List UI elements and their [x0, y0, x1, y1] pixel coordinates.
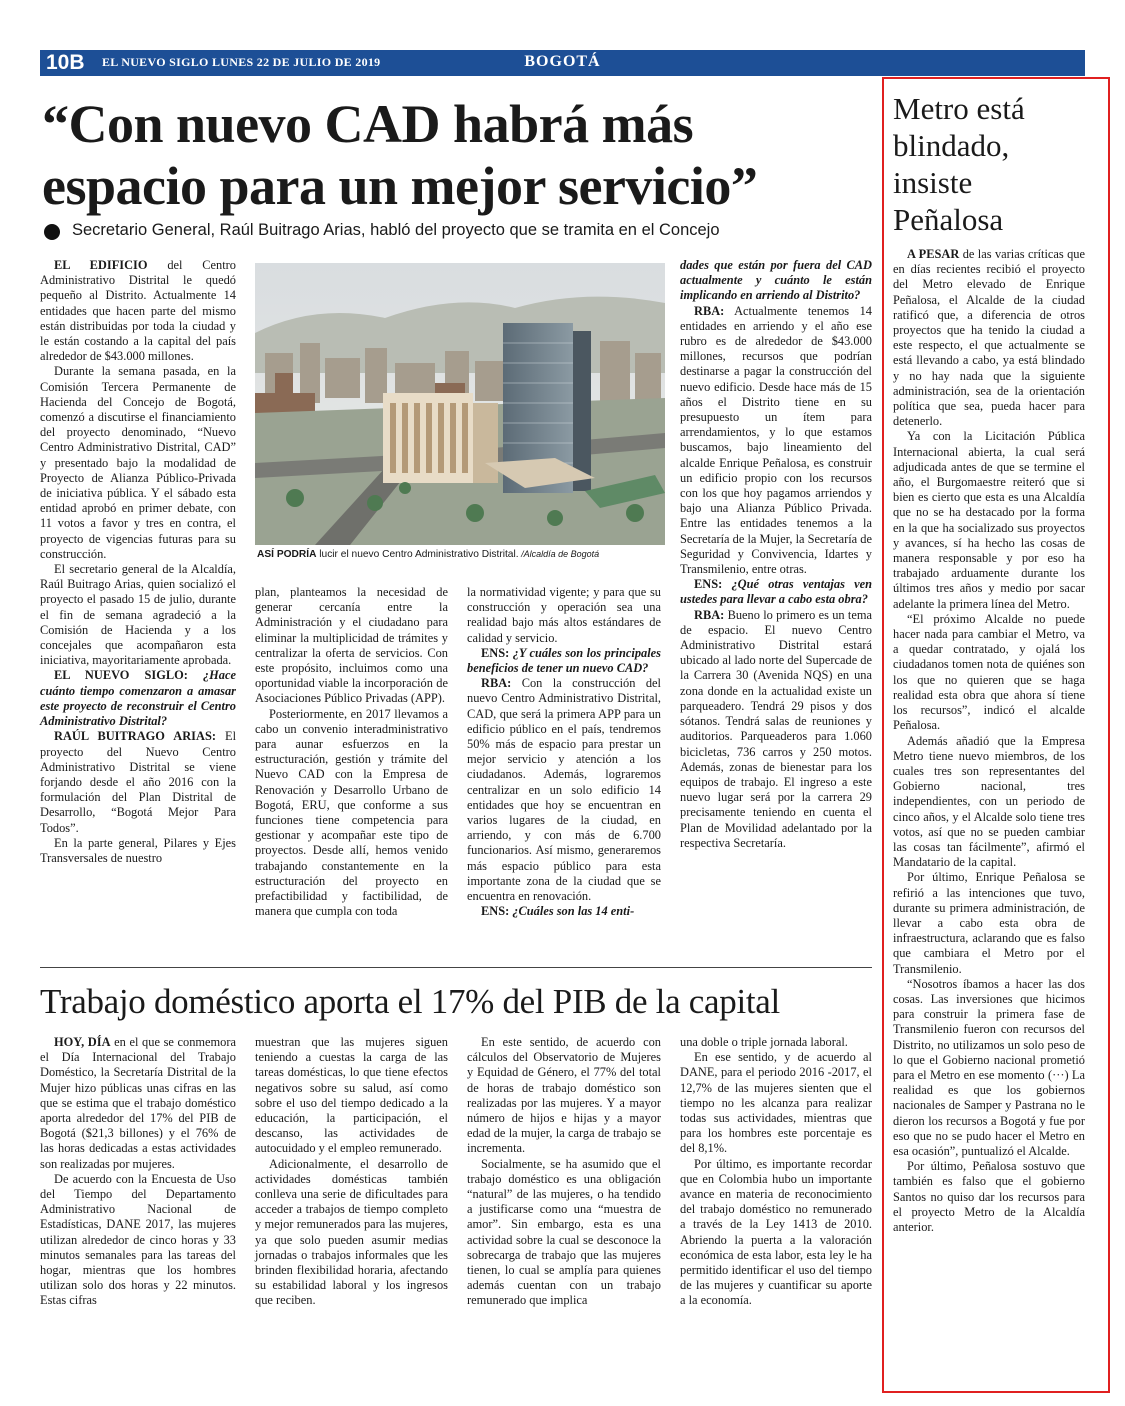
main-column-3 [467, 585, 661, 919]
paragraph-lead: HOY, DÍA [54, 1035, 111, 1049]
paragraph-text: El proyecto del Nuevo Centro Administrativo Distrital se viene forjando desde el año 2016 con la formulación del Plan Distrital de Desarrollo, “Bogotá Mejor Para Todos”. [40, 729, 237, 835]
article-paragraph [680, 304, 872, 578]
paragraph-lead: EL EDIFICIO [54, 258, 148, 272]
article-paragraph [40, 1035, 236, 1172]
main-headline-line1: “Con nuevo CAD habrá más [42, 94, 694, 154]
paragraph-text: Durante la semana pasada, en la Comisión Tercera Permanente de Hacienda del Concejo de Bogotá, comenzó a discutirse el financiamiento del proyecto denominado, “Nuevo Centro Administrativo Distrital, CAD” y presentado bajo la modalidad de Proyecto de Alianza Público-Privada de iniciativa pública. Y el sábado esta entidad aprobó en primer debate, con 11 votos a favor y tres en contra, el proyecto de vigencias futuras para su construcción. [40, 364, 236, 561]
second-column-1 [40, 1035, 236, 1309]
interviewer-label: ENS: [481, 645, 510, 660]
article-paragraph [893, 247, 1085, 429]
main-headline-line2: espacio para un mejor servicio” [42, 156, 758, 216]
paragraph-text: Posteriormente, en 2017 llevamos a cabo un convenio interadministrativo para aunar esfuerzos en la estructuración, gestión y trámite del Nuevo CAD con la Empresa de Renovación y Desarrollo Urbano de Bogotá, ERU, que conforme a sus funciones tiene competencia para gestionar y acompañar este tipo de proyectos. Desde allí, hemos venido trabajando constantemente en la estructuración del proyecto en prefactibilidad y factibilidad, de manera que cumpla con toda [255, 706, 448, 919]
sidebar-title [893, 90, 1098, 238]
paragraph-text: Ya con la Licitación Pública Internacional abierta, la cual será adjudicada antes de que se termine el año, el Burgomaestre reiteró que si bien es cierto que esta es una Alcaldía que no se ha destacado por la forma en la que ha socializado sus proyectos y avances, sí ha hecho las cosas de manera responsable y por eso ha trabajado arduamente durante los últimos tres años y medio por sacar adelante la primera línea del Metro. [893, 429, 1085, 611]
article-paragraph [467, 904, 661, 919]
cad-rendering-photo [255, 263, 665, 545]
article-paragraph [893, 429, 1085, 611]
article-paragraph [893, 612, 1085, 734]
main-column-2 [255, 585, 448, 919]
paragraph-text: muestran que las mujeres siguen teniendo a cuestas la carga de las tareas domésticas, lo que tiene efectos negativos sobre su salud, así como sobre el uso del tiempo dedicado a la educación, la participación, el descanso, las actividades de autocuidado y el empleo remunerado. [255, 1035, 448, 1156]
city-illustration [255, 263, 665, 545]
article-paragraph [40, 668, 236, 729]
paragraph-text: del Centro Administrativo Distrital le quedó pequeño al Distrito. Actualmente 14 entidades que hacen parte del mismo están distribuidas por toda la ciudad y le están costando a la capital del país alrededor de $43.000 millones. [40, 258, 236, 364]
page-number: 10B [46, 51, 85, 74]
main-subhead: Secretario General, Raúl Buitrago Arias, habló del proyecto que se tramita en el Concejo [72, 221, 720, 239]
sidebar-title-line: blindado, [893, 128, 1010, 163]
article-paragraph [40, 1172, 236, 1309]
paragraph-text: Con la construcción del nuevo Centro Administrativo Distrital, CAD, que será la primera APP para un edificio público en el país, tendremos 50% más de espacio para prestar un mejor servicio y atención a los ciudadanos. Además, lograremos centralizar en un solo edificio 14 entidades que hoy se encuentran en varios lugares de la ciudad, en arriendo, y con más de 6.700 funcionarios. Así mismo, generaremos más espacio público para esta importante zona de la ciudad que se encuentra en renovación. [467, 676, 661, 904]
paragraph-text: Actualmente tenemos 14 entidades en arriendo y el año ese rubro es de alrededor de $43.000 millones, recursos que podrían destinarse a pagar la construcción del nuevo edificio. Desde hace más de 15 años el Distrito tiene en su presupuesto un ítem para arrendamientos, y lo que estamos buscamos, bajo lineamiento del alcalde Enrique Peñalosa, es construir un edificio propio con los recursos con los que hoy pagamos arriendos y bajo una Alianza Público Privada. Entre las entidades tenemos a la Secretaría de la Mujer, la Secretaría de Seguridad y Convivencia, Idartes y Transmilenio, entre otras. [680, 303, 872, 577]
interview-question: ¿Cuáles son las 14 enti- [509, 904, 635, 919]
paragraph-text: En este sentido, de acuerdo con cálculos del Observatorio de Mujeres y Equidad de Género, el 77% del total de horas de trabajo doméstico son realizadas por las mujeres. Y a mayor número de hijos e hijas y a mayor edad de la mujer, la carga de trabajo se incrementa. [467, 1035, 661, 1156]
paragraph-text: Por último, Enrique Peñalosa se refirió a las intenciones que tuvo, durante su primera administración, de llevar a cabo esta obra de infraestructura, aclarando que es falso que cambiara el Metro por el Transmilenio. [893, 870, 1085, 976]
second-column-2 [255, 1035, 448, 1309]
paragraph-lead: RBA: [694, 303, 725, 318]
sidebar-title-line: insiste [893, 165, 973, 200]
paragraph-lead: RBA: [481, 676, 512, 691]
paragraph-text: Adicionalmente, el desarrollo de actividades domésticas también conlleva una serie de dificultades para acceder a trabajos de tiempo completo y mejor remunerados para las mujeres, ya que solo pueden asumir medias jornadas o trabajos informales que les brinden flexibilidad horaria, afectando su estabilidad laboral y los ingresos que reciben. [255, 1156, 448, 1308]
paragraph-text: en el que se conmemora el Día Internacional del Trabajo Doméstico, la Secretaría Distrital de la Mujer hizo públicas unas cifras en las que se estima que el trabajo doméstico aporta alrededor del 17% del PIB de Bogotá ($21,3 billones) y el 76% de las horas dedicadas a estas actividades son realizadas por mujeres. [40, 1035, 236, 1171]
article-paragraph [893, 977, 1085, 1159]
story-divider [40, 967, 872, 968]
paragraph-text: Además añadió que la Empresa Metro tiene nuevo miembros, de los cuales tres son representantes del Gobierno nacional, tres independientes, con un periodo de cinco años, y el Alcalde solo tiene tres votos, así que no se pueden cambiar las cosas tan fácilmente”, afirmó el Mandatario de la capital. [893, 733, 1085, 870]
paragraph-text: la normatividad vigente; y para que su construcción y operación sea una realidad bajo más altos estándares de calidad y servicio. [467, 585, 661, 645]
publication-line: EL NUEVO SIGLO LUNES 22 DE JULIO DE 2019 [102, 55, 381, 69]
article-paragraph [680, 1050, 872, 1156]
article-paragraph [680, 1157, 872, 1309]
article-paragraph [680, 608, 872, 851]
article-paragraph [40, 258, 236, 364]
section-header-bar [40, 50, 1085, 76]
paragraph-text: El secretario general de la Alcaldía, Raúl Buitrago Arias, quien socializó el proyecto el pasado 15 de julio, durante el fin de semana agradeció a la Comisión de Hacienda y a los concejales que acompañaron esta iniciativa, mayoritariamente aprobada. [40, 562, 236, 668]
second-column-4 [680, 1035, 872, 1309]
sidebar-title-line: Peñalosa [893, 202, 1004, 237]
paragraph-text: Bueno lo primero es un tema de espacio. El nuevo Centro Administrativo Distrital estará ubicado al lado norte del Supercade de la Carrera 30 (Avenida NQS) en una zona donde en la actualidad existe un parqueadero. Tendrá 29 pisos y dos sótanos. Tendrá salas de reuniones y auditorios. Parqueaderos para 1.060 bicicletas, 736 carros y 250 motos. Además, zonas de bienestar para los equipos de trabajo. El ingreso a este nuevo lugar será por la carrera 29 precisamente teniendo en cuenta el Plan de Movilidad adelantado por la respectiva Secretaría. [680, 607, 872, 850]
article-paragraph [40, 364, 236, 562]
photo-caption-lead: ASÍ PODRÍA [257, 549, 317, 560]
main-column-1 [40, 258, 236, 866]
main-headline [42, 93, 872, 217]
article-paragraph [893, 1159, 1085, 1235]
article-paragraph [467, 646, 661, 676]
article-paragraph [467, 1157, 661, 1309]
article-paragraph [467, 1035, 661, 1157]
bullet-icon [44, 224, 60, 240]
interview-question: ¿Qué otras ventajas ven ustedes para llevar a cabo esta obra? [680, 577, 872, 607]
section-name: BOGOTÁ [524, 53, 601, 70]
paragraph-text: En la parte general, Pilares y Ejes Transversales de nuestro [40, 835, 236, 865]
article-paragraph [680, 577, 872, 607]
photo-caption [257, 549, 667, 560]
article-paragraph [893, 734, 1085, 871]
interviewer-label: EL NUEVO SIGLO: [54, 668, 188, 683]
article-paragraph [40, 836, 236, 866]
article-paragraph [255, 1157, 448, 1309]
second-column-3 [467, 1035, 661, 1309]
paragraph-text: En ese sentido, y de acuerdo al DANE, para el periodo 2016 -2017, el 12,7% de las mujeres sienten que el tiempo no les alcanza para realizar todas sus actividades, mientras que para los hombres este porcentaje es del 8,1%. [680, 1050, 872, 1156]
interview-question: ¿Hace cuánto tiempo comenzaron a amasar este proyecto de reconstruir el Centro Administrativo Distrital? [40, 668, 236, 729]
paragraph-lead: A PESAR [907, 247, 960, 261]
photo-credit: /Alcaldía de Bogotá [518, 549, 600, 559]
paragraph-text: “Nosotros íbamos a hacer las dos cosas. Las inversiones que hicimos para construir la primera fase de Transmilenio fueron con recursos del Distrito, no utilizamos un solo peso de lo que el Gobierno nacional prometió para el Metro en ese momento (···) La realidad es que los gobiernos nacionales de Samper y Pastrana no le dieron los recursos a Bogotá y fue por eso que no se pudo hacer el Metro en esa ocasión”, puntualizó el Alcalde. [893, 976, 1085, 1158]
article-paragraph [680, 1035, 872, 1050]
article-paragraph [467, 585, 661, 646]
interviewer-label: ENS: [481, 904, 510, 919]
paragraph-text: de las varias críticas que en días recientes recibió el proyecto del Metro elevado de Enrique Peñalosa, el Alcalde de la ciudad ratificó que, a diferencia de otros proyectos que ha tenido la ciudad a este respecto, el que actualmente se está llevando a cabo, ya está blindado y no hay nada que la siguiente administración, sea de la orientación política que sea, pueda hacer para detenerlo. [893, 247, 1086, 429]
paragraph-text: “El próximo Alcalde no puede hacer nada para cambiar el Metro, va a quedar contratado, y ojalá los ciudadanos tomen nota de quiénes son los que no quieren que se haga realidad esta obra que ahora sí tiene los recursos”, indicó el alcalde Peñalosa. [893, 611, 1085, 733]
photo-caption-text: lucir el nuevo Centro Administrativo Distrital. [316, 549, 519, 560]
paragraph-lead: RBA: [694, 607, 725, 622]
interviewer-label: ENS: [694, 577, 723, 592]
paragraph-lead: RAÚL BUITRAGO ARIAS: [54, 729, 216, 744]
article-paragraph [40, 729, 236, 835]
article-paragraph [255, 1035, 448, 1157]
paragraph-text: plan, planteamos la necesidad de generar cercanía entre la Administración y el ciudadano para eliminar la multiplicidad de trámites y centralizar la oferta de servicios. Con este propósito, incluimos como una oportunidad viable la incorporación de Asociaciones Público Privadas (APP). [255, 585, 448, 706]
second-headline: Trabajo doméstico aporta el 17% del PIB de la capital [40, 982, 780, 1021]
article-paragraph [893, 870, 1085, 976]
sidebar-title-line: Metro está [893, 91, 1025, 126]
paragraph-text: Por último, Peñalosa sostuvo que también es falso que el gobierno Santos no quiso dar los recursos para el proyecto Metro de la Alcaldía anterior. [893, 1159, 1085, 1234]
article-paragraph [255, 707, 448, 920]
main-column-4 [680, 258, 872, 851]
paragraph-text: una doble o triple jornada laboral. [680, 1035, 848, 1049]
interview-question: ¿Y cuáles son los principales beneficios de tener un nuevo CAD? [467, 645, 661, 676]
paragraph-text: De acuerdo con la Encuesta de Uso del Tiempo del Departamento Administrativo Nacional de Estadísticas, DANE 2017, las mujeres utilizan alrededor de cinco horas y 33 minutos semanales para las tareas del hogar, mientras que los hombres utilizan solo dos horas y 22 minutos. Estas cifras [40, 1171, 236, 1308]
article-paragraph [680, 258, 872, 304]
interview-question: dades que están por fuera del CAD actualmente y cuánto le están implicando en arriendo al Distrito? [680, 258, 872, 303]
article-paragraph [467, 676, 661, 904]
paragraph-text: Por último, es importante recordar que en Colombia hubo un importante avance en materia de reconocimiento del trabajo doméstico no remunerado a través de la Ley 1413 de 2010. Abriendo la puerta a la valoración económica de esta labor, esta ley le ha permitido identificar el uso del tiempo de las mujeres y cuantificar su aporte a la economía. [680, 1156, 872, 1308]
paragraph-text: Socialmente, se ha asumido que el trabajo doméstico es una obligación “natural” de las mujeres, o ha tendido a justificarse como una “muestra de amor”. Sin embargo, esta es una actividad sobre la cual se desconoce la sobrecarga de trabajo que las mujeres tienen, lo cual se amplía para quienes además cuentan con un trabajo remunerado que implica [467, 1156, 661, 1308]
article-paragraph [255, 585, 448, 707]
sidebar-body [893, 247, 1085, 1235]
article-paragraph [40, 562, 236, 668]
